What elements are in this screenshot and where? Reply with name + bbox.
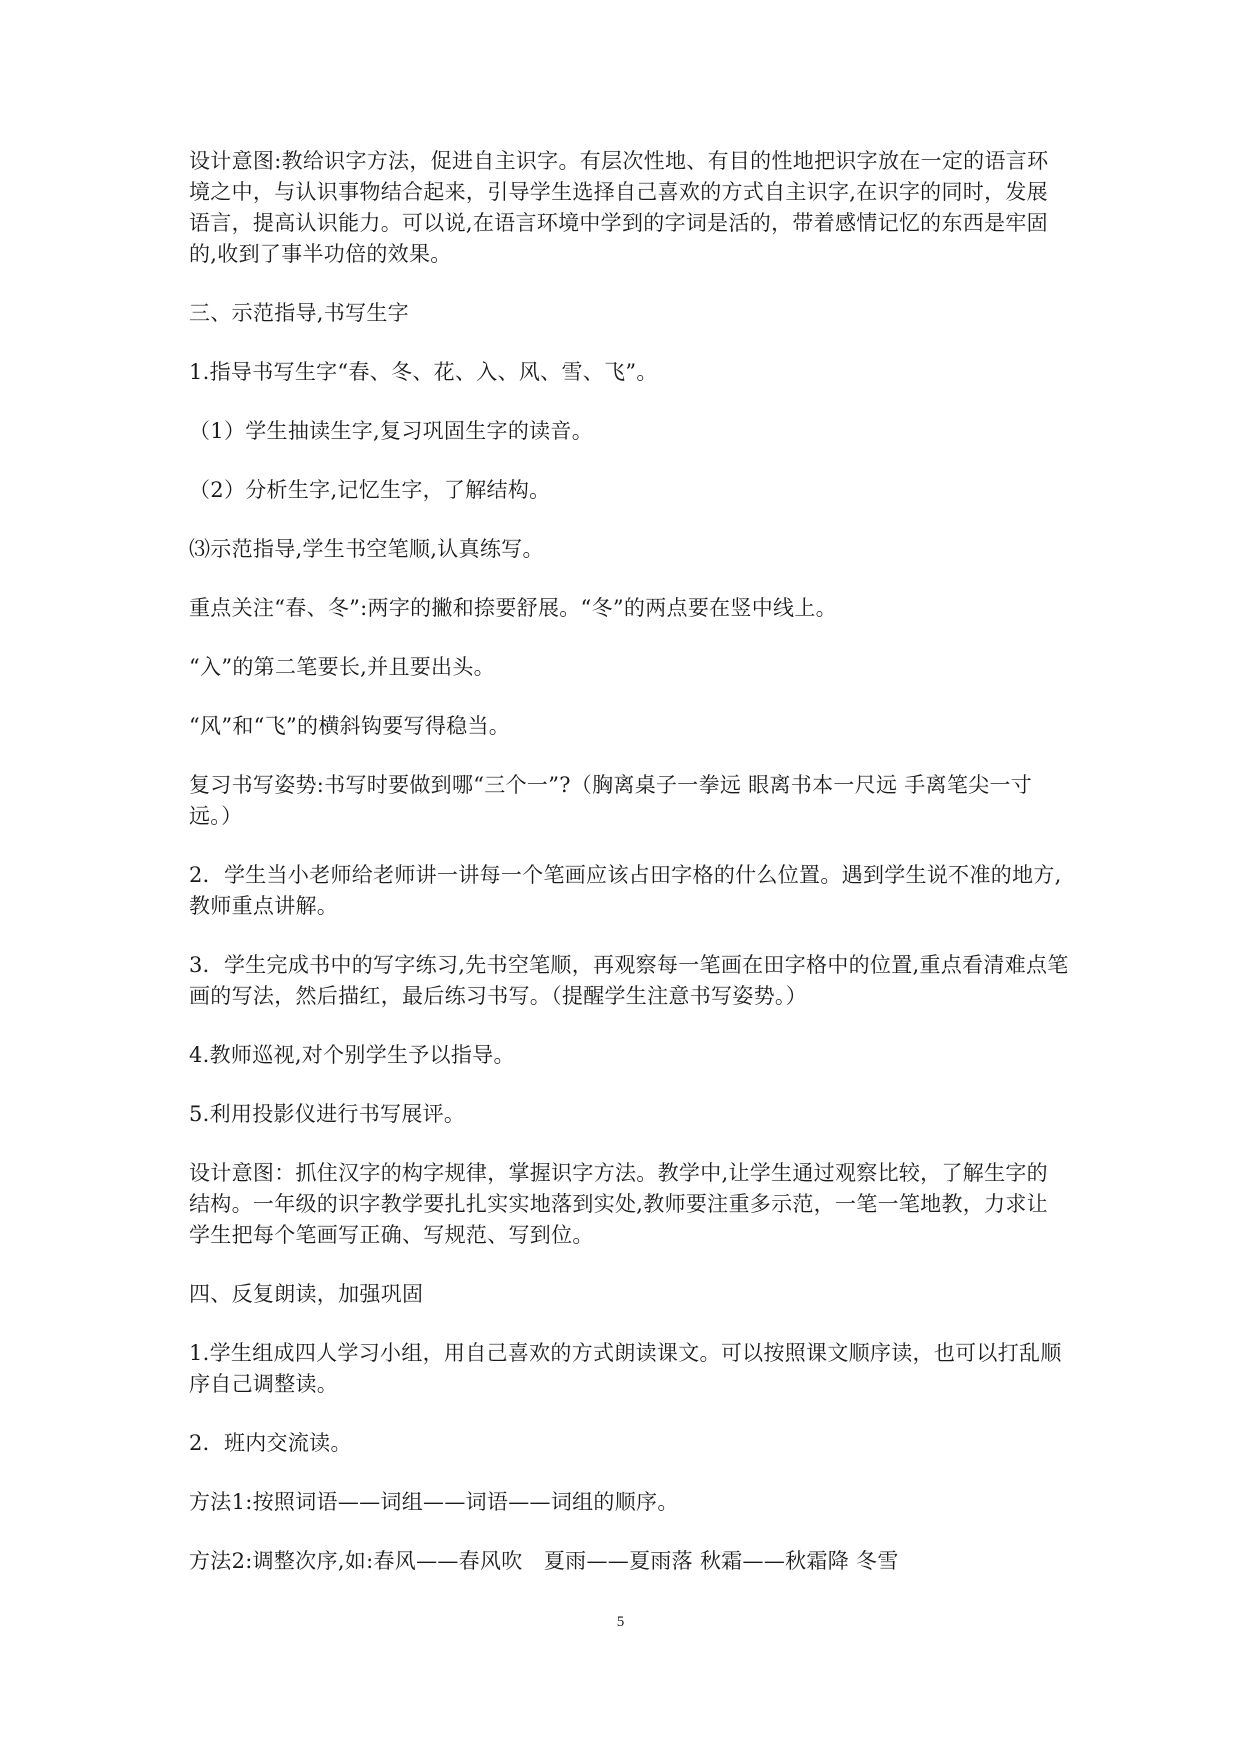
paragraph-step-5: 5.利用投影仪进行书写展评。 bbox=[189, 1102, 466, 1126]
paragraph-step-3: 3．学生完成书中的写字练习,先书空笔顺，再观察每一笔画在田字格中的位置,重点看清难点笔画的写法，然后描红，最后练习书写。（提醒学生注意书写姿势。） bbox=[189, 953, 1069, 1008]
section-heading-4: 四、反复朗读，加强巩固 bbox=[189, 1282, 424, 1306]
paragraph-method-1: 方法1:按照词语——词组——词语——词组的顺序。 bbox=[189, 1490, 679, 1514]
paragraph-substep-1: （1）学生抽读生字,复习巩固生字的读音。 bbox=[189, 419, 594, 443]
paragraph-focus-feng-fei: “风”和“飞”的横斜钩要写得稳当。 bbox=[189, 714, 511, 738]
paragraph-step-1: 1.指导书写生字“春、冬、花、入、风、雪、飞”。 bbox=[189, 360, 658, 384]
page-number: 5 bbox=[616, 1614, 625, 1630]
document-body bbox=[189, 146, 1069, 1605]
paragraph-focus-ru: “入”的第二笔要长,并且要出头。 bbox=[189, 655, 495, 679]
paragraph-focus-chun-dong: 重点关注“春、冬”:两字的撇和捺要舒展。“冬”的两点要在竖中线上。 bbox=[189, 596, 837, 620]
paragraph-substep-2: （2）分析生字,记忆生字，了解结构。 bbox=[189, 478, 551, 502]
paragraph-step-4: 4.教师巡视,对个别学生予以指导。 bbox=[189, 1043, 515, 1067]
paragraph-writing-posture: 复习书写姿势:书写时要做到哪“三个一”?（胸离桌子一拳远 眼离书本一尺远 手离笔尖一寸远。） bbox=[189, 773, 1033, 828]
paragraph-design-intent-1: 设计意图:教给识字方法，促进自主识字。有层次性地、有目的性地把识字放在一定的语言环境之中，与认识事物结合起来，引导学生选择自己喜欢的方式自主识字,在识字的同时，发展语言，提高认识能力。可以说,在语言环境中学到的字词是活的，带着感情记忆的东西是牢固的,收到了事半功倍的效果。 bbox=[189, 149, 1049, 266]
paragraph-substep-3: ⑶示范指导,学生书空笔顺,认真练写。 bbox=[189, 537, 544, 561]
paragraph-reading-step-2: 2．班内交流读。 bbox=[189, 1431, 352, 1455]
section-heading-3: 三、示范指导,书写生字 bbox=[189, 301, 409, 325]
paragraph-method-2: 方法2:调整次序,如:春风——春风吹 夏雨——夏雨落 秋霜——秋霜降 冬雪 bbox=[189, 1549, 899, 1573]
paragraph-reading-step-1: 1.学生组成四人学习小组，用自己喜欢的方式朗读课文。可以按照课文顺序读，也可以打乱顺序自己调整读。 bbox=[189, 1341, 1062, 1396]
paragraph-step-2: 2．学生当小老师给老师讲一讲每一个笔画应该占田字格的什么位置。遇到学生说不准的地方,教师重点讲解。 bbox=[189, 863, 1062, 918]
paragraph-design-intent-2: 设计意图：抓住汉字的构字规律，掌握识字方法。教学中,让学生通过观察比较，了解生字的结构。一年级的识字教学要扎扎实实地落到实处,教师要注重多示范，一笔一笔地教，力求让学生把每个笔画写正确、写规范、写到位。 bbox=[189, 1161, 1048, 1247]
